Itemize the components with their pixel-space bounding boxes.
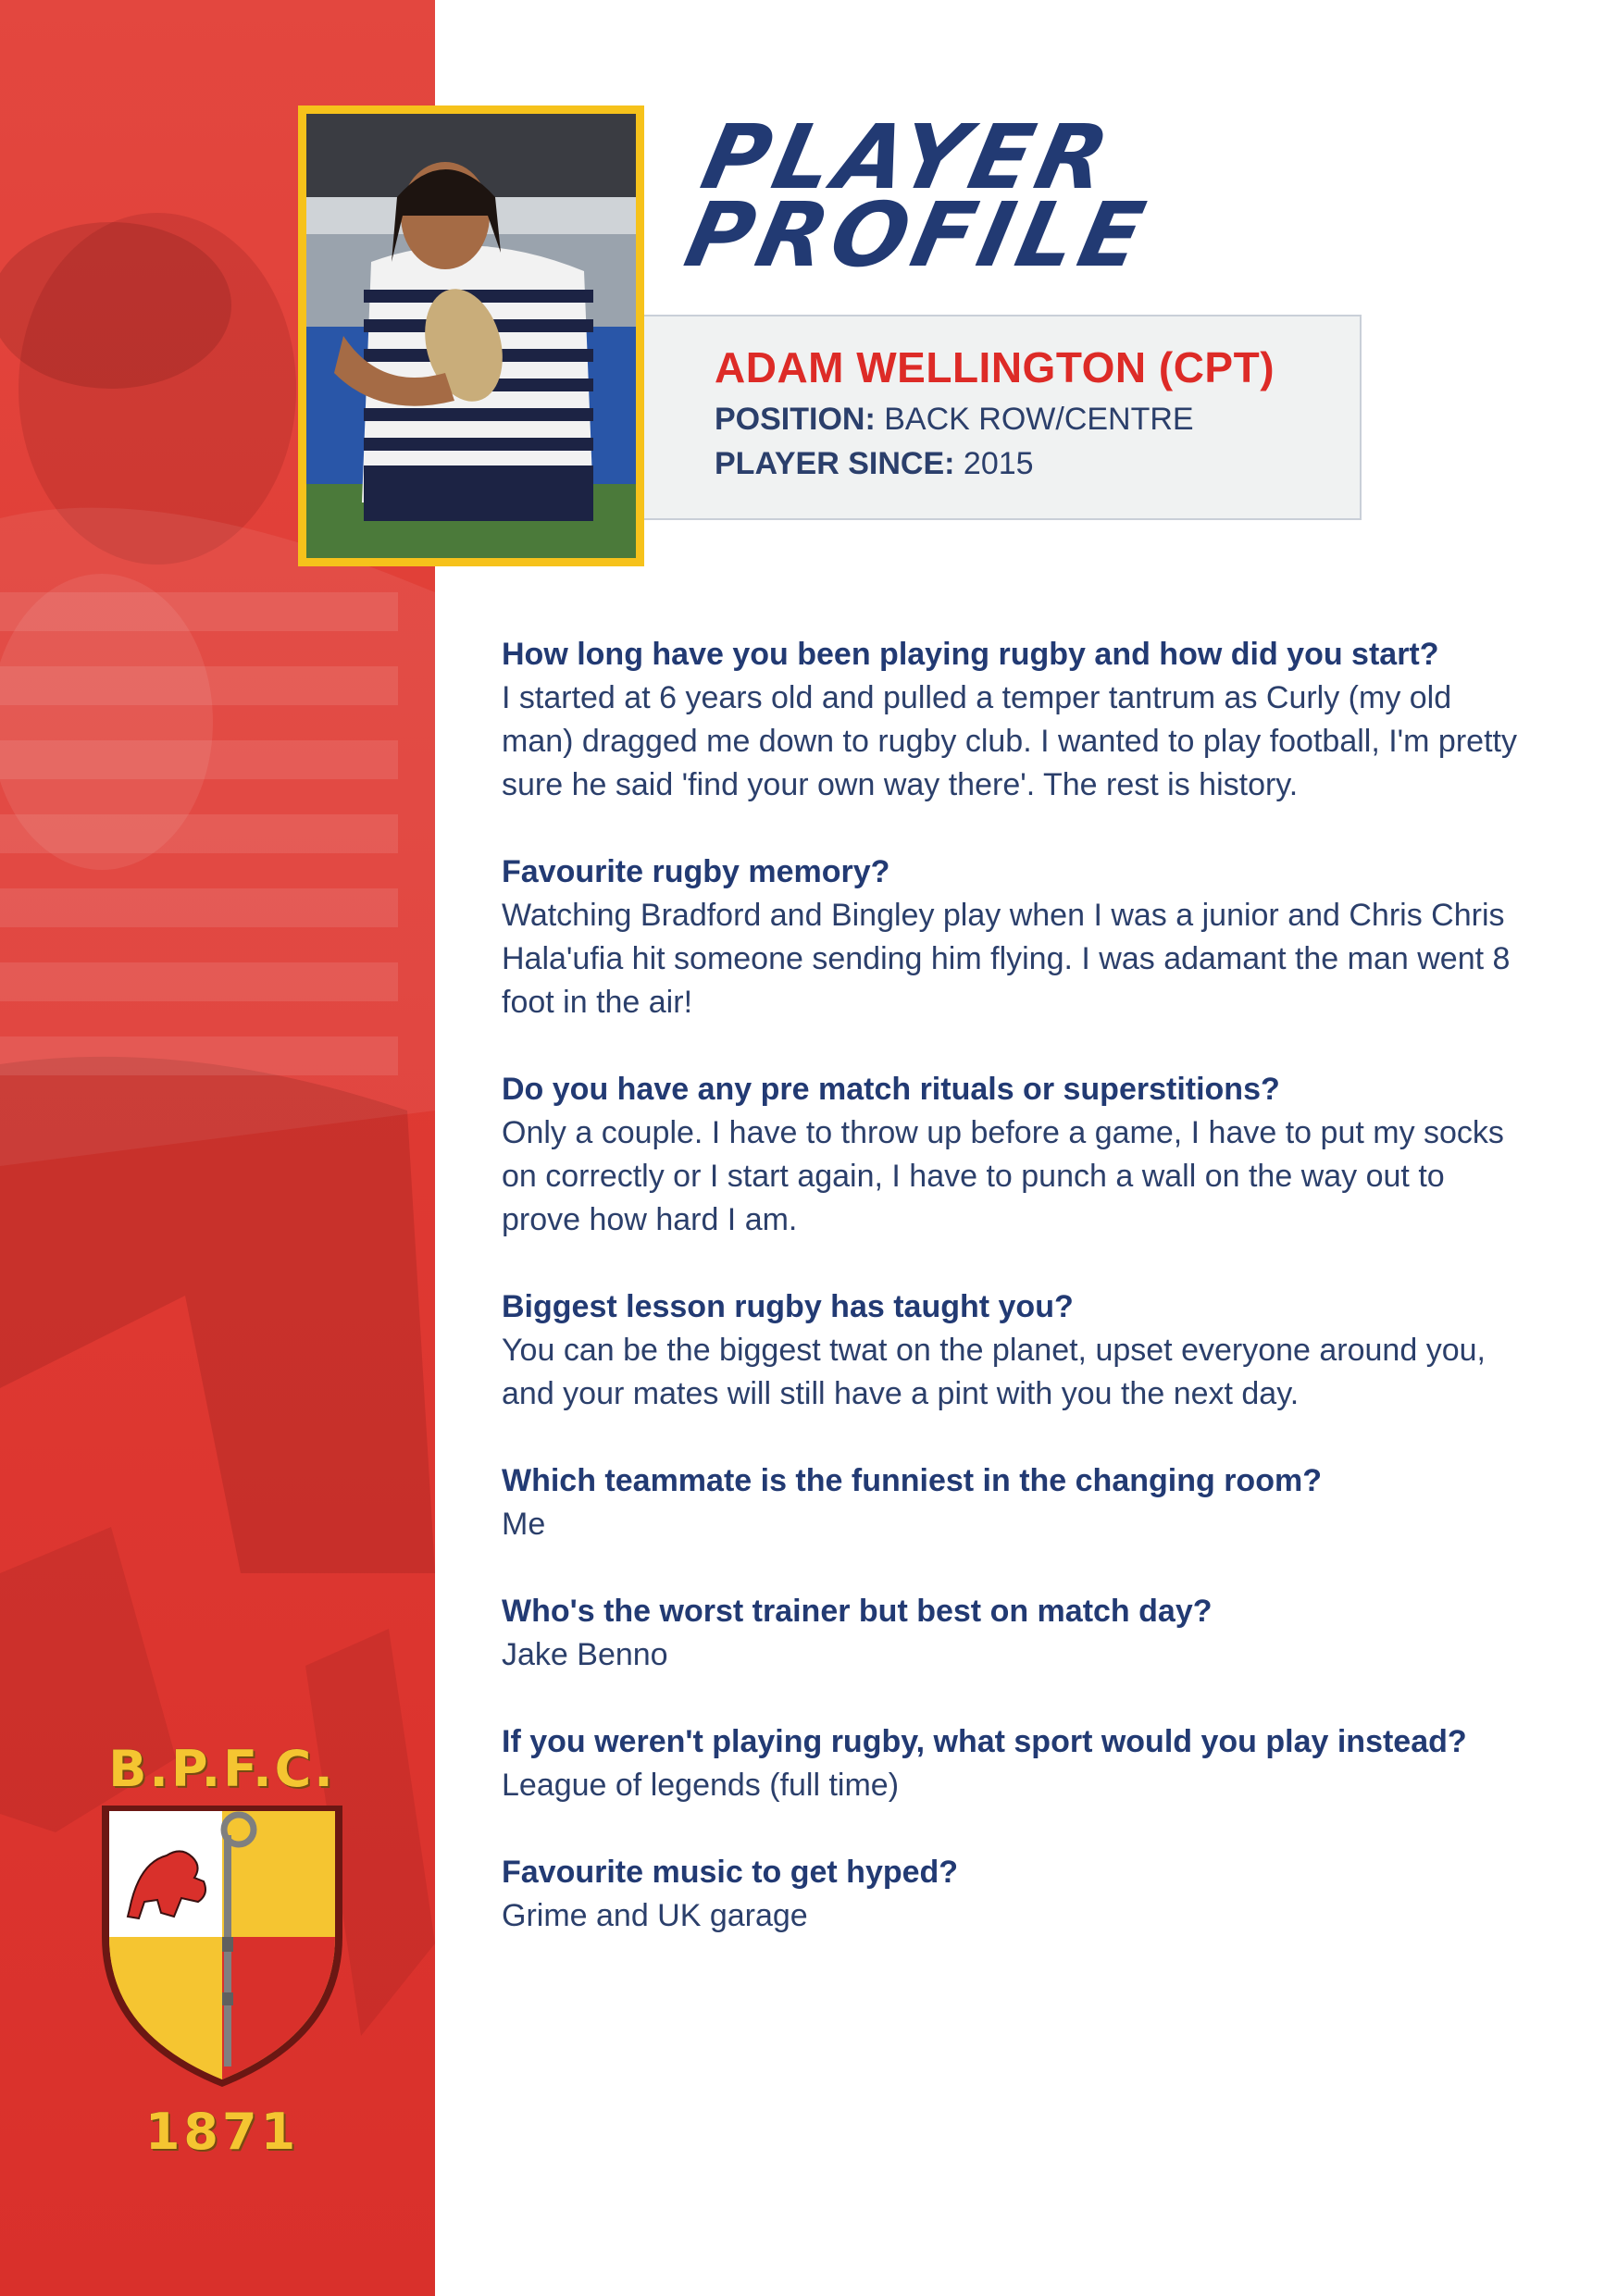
ghost-stripe [0, 1036, 398, 1075]
qa-item [502, 850, 1529, 1024]
qa-answer: You can be the biggest twat on the planet, upset everyone around you, and your mates will still have a pint with you the next day. [502, 1333, 1486, 1411]
qa-question: Favourite rugby memory? [502, 854, 890, 889]
player-photo-frame [298, 105, 644, 566]
qa-answer: Me [502, 1507, 546, 1542]
position-value: BACK ROW/CENTRE [884, 402, 1194, 437]
qa-answer: League of legends (full time) [502, 1768, 900, 1803]
qa-question: Who's the worst trainer but best on match day? [502, 1594, 1213, 1629]
since-line [715, 446, 1034, 482]
title-line-1: PLAYER [693, 105, 1123, 209]
qa-answer: Only a couple. I have to throw up before a game, I have to put my socks on correctly or I start again, I have to punch a wall on the way out to prove how hard I am. [502, 1115, 1504, 1237]
since-value: 2015 [963, 446, 1034, 481]
qa-answer: Grime and UK garage [502, 1898, 808, 1933]
qa-answer: Watching Bradford and Bingley play when I was a junior and Chris Chris Hala'ufia hit someone sending him flying. I was adamant the man went 8 foot in the air! [502, 898, 1511, 1020]
qa-section [502, 633, 1529, 1981]
qa-item [502, 1459, 1529, 1546]
qa-question: If you weren't playing rugby, what sport would you play instead? [502, 1724, 1467, 1759]
crest-year: 1871 [144, 2103, 300, 2161]
position-label: POSITION: [715, 402, 876, 437]
ghost-stripe [0, 888, 398, 927]
title-line-2: PROFILE [677, 183, 1159, 287]
player-name: ADAM WELLINGTON (CPT) [715, 343, 1275, 391]
player-photo [306, 114, 636, 558]
ghost-stripe [0, 814, 398, 853]
qa-question: Biggest lesson rugby has taught you? [502, 1289, 1074, 1324]
qa-item [502, 1851, 1529, 1938]
crest-shield-icon [93, 1798, 352, 2094]
player-info-box [644, 315, 1362, 520]
qa-answer: I started at 6 years old and pulled a temper tantrum as Curly (my old man) dragged me down to rugby club. I wanted to play football, I'm pretty sure he said 'find your own way there'. The rest is history. [502, 680, 1517, 802]
player-photo-icon [306, 114, 636, 558]
club-crest [93, 1740, 352, 2161]
qa-item [502, 633, 1529, 807]
qa-question: Favourite music to get hyped? [502, 1855, 959, 1890]
qa-item [502, 1590, 1529, 1677]
qa-item [502, 1068, 1529, 1242]
qa-item [502, 1285, 1529, 1416]
position-line [715, 402, 1194, 438]
crest-title: B.P.F.C. [108, 1740, 336, 1798]
qa-question: How long have you been playing rugby and how did you start? [502, 637, 1439, 672]
ghost-stripe [0, 666, 398, 705]
qa-answer: Jake Benno [502, 1637, 668, 1672]
ghost-stripe [0, 962, 398, 1001]
since-label: PLAYER SINCE: [715, 446, 955, 481]
qa-item [502, 1720, 1529, 1807]
qa-question: Do you have any pre match rituals or superstitions? [502, 1072, 1280, 1107]
page-title [677, 105, 1172, 287]
ghost-stripe [0, 740, 398, 779]
qa-question: Which teammate is the funniest in the changing room? [502, 1463, 1322, 1498]
ghost-stripe [0, 592, 398, 631]
